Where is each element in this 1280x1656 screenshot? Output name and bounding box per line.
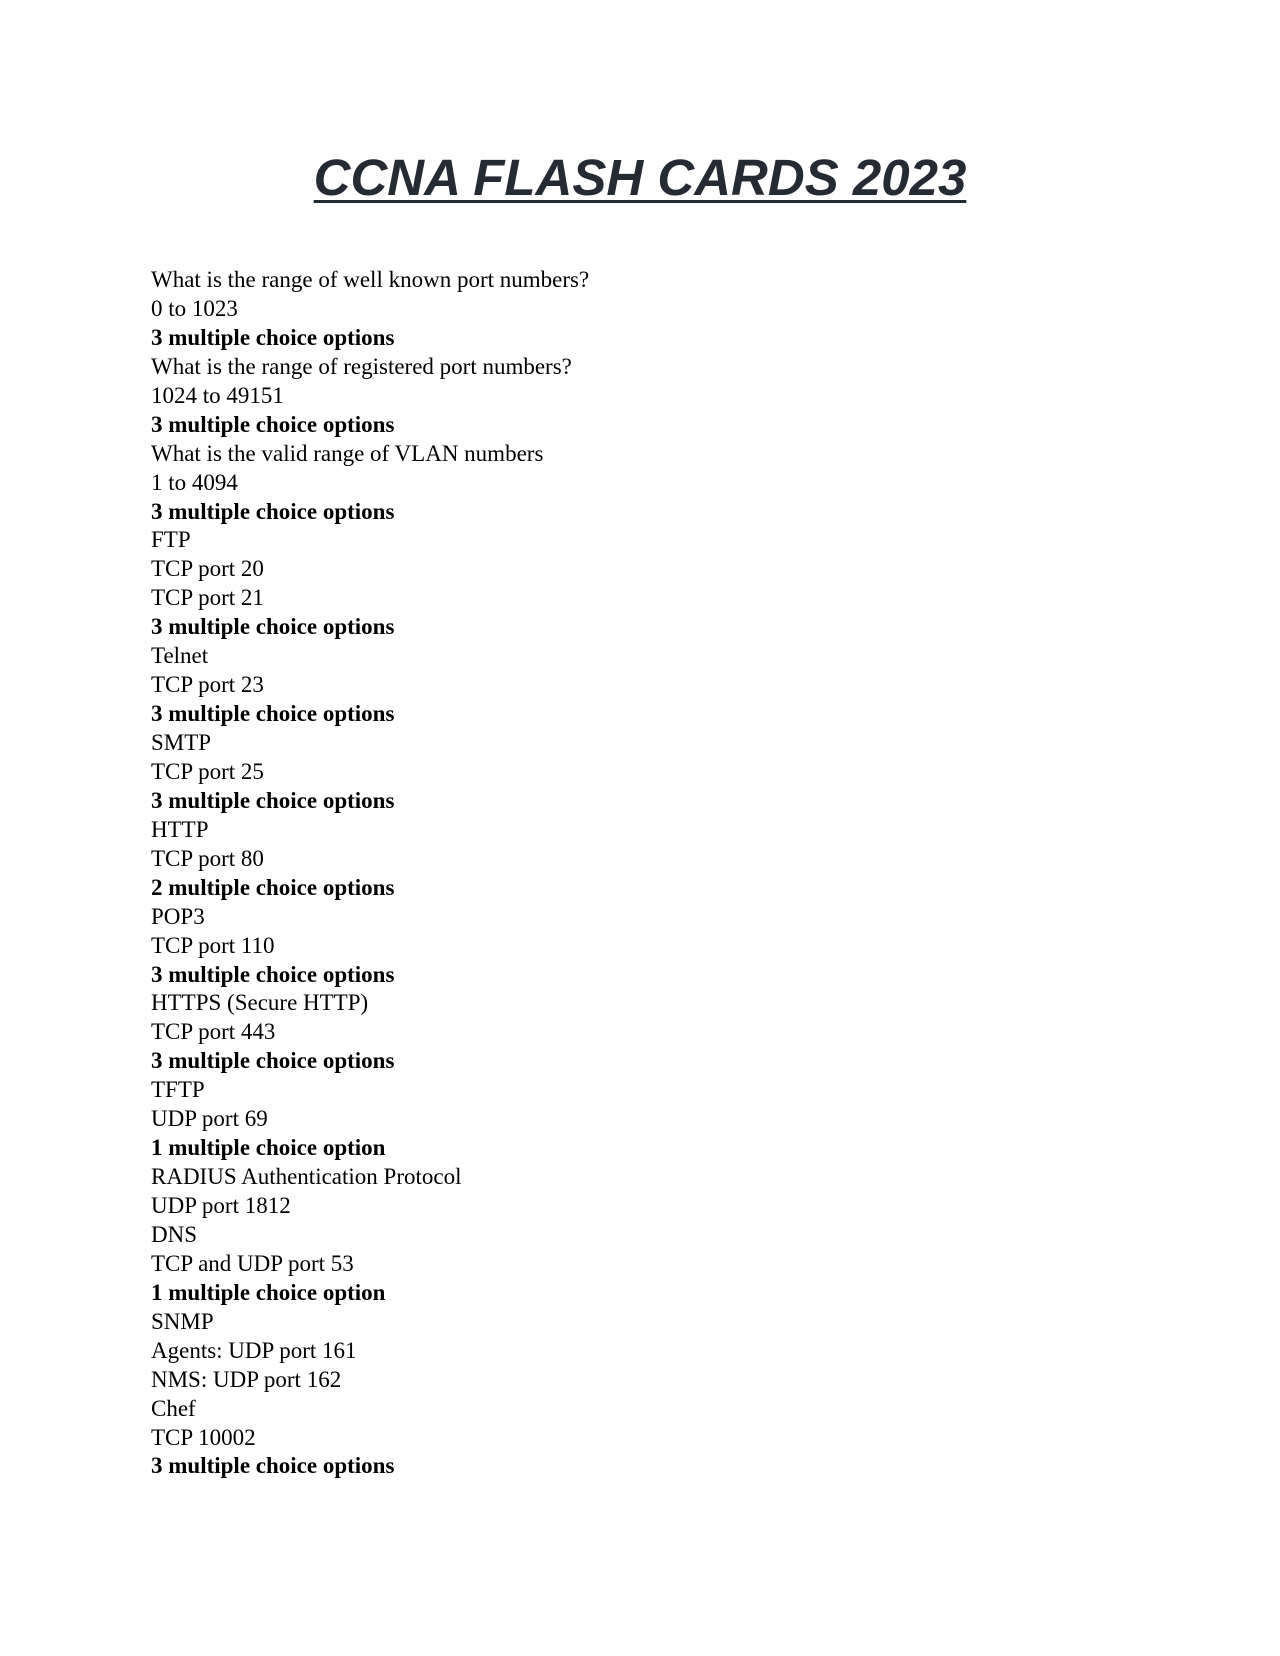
flashcard-line: TCP port 21 <box>151 585 264 611</box>
flashcard-line: POP3 <box>151 903 205 929</box>
flashcard-line: 1 to 4094 <box>151 469 238 495</box>
document-title <box>0 148 1280 208</box>
flashcard-line: TCP port 25 <box>151 758 264 784</box>
flashcard-line: NMS: UDP port 162 <box>151 1366 342 1392</box>
flashcard-line: 1024 to 49151 <box>151 382 284 408</box>
flashcard-line: What is the range of registered port numbers? <box>151 353 572 379</box>
flashcard-line: What is the range of well known port numbers? <box>151 267 590 292</box>
flashcard-line: HTTP <box>151 816 209 842</box>
choice-count-label: 2 multiple choice options <box>151 874 395 900</box>
document-title-text: CCNA FLASH CARDS 2023 <box>313 149 967 206</box>
choice-count-label: 3 multiple choice options <box>151 961 395 987</box>
flashcard-line: UDP port 69 <box>151 1106 268 1132</box>
choice-count-label: 3 multiple choice options <box>151 324 395 350</box>
flashcard-line: TFTP <box>151 1077 205 1103</box>
flashcard-line: Telnet <box>151 643 209 669</box>
flashcard-line: 0 to 1023 <box>151 295 238 321</box>
flashcard-line: TCP 10002 <box>151 1424 256 1450</box>
flashcard-list <box>151 266 589 1481</box>
flashcard-line: TCP port 20 <box>151 556 264 582</box>
flashcard-line: HTTPS (Secure HTTP) <box>151 990 369 1016</box>
flashcard-line: RADIUS Authentication Protocol <box>151 1164 462 1190</box>
choice-count-label: 3 multiple choice options <box>151 498 395 524</box>
flashcard-line: Agents: UDP port 161 <box>151 1337 357 1363</box>
flashcard-line: What is the valid range of VLAN numbers <box>151 440 544 466</box>
choice-count-label: 3 multiple choice options <box>151 1048 395 1074</box>
flashcard-line: Chef <box>151 1395 196 1421</box>
choice-count-label: 3 multiple choice options <box>151 787 395 813</box>
flashcard-line: TCP port 80 <box>151 845 264 871</box>
choice-count-label: 3 multiple choice options <box>151 1453 395 1479</box>
flashcard-line: UDP port 1812 <box>151 1193 291 1218</box>
flashcard-line: DNS <box>151 1221 198 1247</box>
flashcard-line: FTP <box>151 527 191 553</box>
flashcard-line: SMTP <box>151 730 212 755</box>
flashcard-line: TCP port 110 <box>151 932 275 958</box>
flashcard-line: TCP port 23 <box>151 672 264 698</box>
choice-count-label: 3 multiple choice options <box>151 614 395 640</box>
choice-count-label: 1 multiple choice option <box>151 1135 386 1161</box>
choice-count-label: 1 multiple choice option <box>151 1279 386 1305</box>
flashcard-line: TCP and UDP port 53 <box>151 1250 354 1276</box>
choice-count-label: 3 multiple choice options <box>151 701 395 727</box>
flashcard-line: SNMP <box>151 1308 214 1334</box>
choice-count-label: 3 multiple choice options <box>151 411 395 437</box>
flashcard-line: TCP port 443 <box>151 1019 276 1045</box>
